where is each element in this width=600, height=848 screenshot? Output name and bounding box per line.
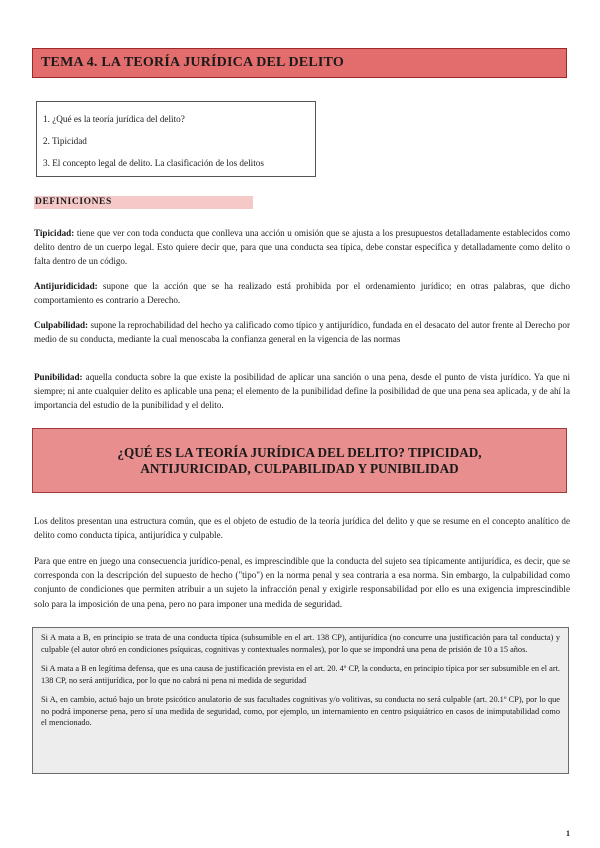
definition-paragraph [34,318,570,346]
definition-term: Punibilidad: [34,372,83,382]
definition-paragraph [34,226,570,269]
chapter-title: TEMA 4. LA TEORÍA JURÍDICA DEL DELITO [32,48,567,78]
page-number: 1 [566,829,570,838]
definition-term: Antijuridicidad: [34,281,98,291]
body-paragraph: Para que entre en juego una consecuencia jurídico-penal, es imprescindible que la conducta del sujeto sea típicamente antijurídica, es decir, que se corresponda con la descripción del supuesto de hecho ("tipo") en la norma penal y sea contraria a esa norma. Sin embargo, la culpabilidad como conjunto de condiciones que permiten atribuir a un sujeto la infracción penal y exigirle responsabilidad por ello es una exigencia imprescindible solo para la imposición de una pena, pero no para imponer una medida de seguridad. [34,556,570,609]
definition-text: tiene que ver con toda conducta que conlleva una acción u omisión que se ajusta a los presupuestos detalladamente establecidos como delito dentro de un cuerpo legal. Esto quiere decir que, para que una conducta sea típica, debe constar específica y detalladamente como delito o falta dentro de un código. [34,228,570,267]
definition-text: supone la reprochabilidad del hecho ya calificado como típico y antijurídico, fundada en el desacato del autor frente al Derecho por medio de su conducta, mediante la cual menoscaba la confianza general en la vigencia de las normas [34,320,570,345]
definition-text: supone que la acción que se ha realizado está prohibida por el ordenamiento jurídico; en otras palabras, que dicho comportamiento es contrario a Derecho. [34,281,570,306]
examples-box [32,627,569,774]
table-of-contents [36,101,316,177]
definition-text: aquella conducta sobre la que existe la posibilidad de aplicar una sanción o una pena, desde el punto de vista jurídico. Ya que ni siempre; ni ante cualquier delito es aplicable una pena; el elemento de la punibilidad define la posibilidad de que una pena sea aplicada, y de ahí la importancia del estudio de la punibilidad y el delito. [34,372,570,411]
section-title: ¿QUÉ ES LA TEORÍA JURÍDICA DEL DELITO? TIPICIDAD, ANTIJURICIDAD, CULPABILIDAD Y PUNIBILIDAD [32,428,567,493]
definition-term: Tipicidad: [34,228,75,238]
example-paragraph: Si A mata a B, en principio se trata de una conducta típica (subsumible en el art. 138 CP), antijurídica (no concurre una justificación para tal conducta) y culpable (el autor obró en condiciones psíquicas, cognitivas y contextuales normales), por lo que se impondrá una pena de prisión de 10 a 15 años. [41,633,560,654]
definition-paragraph [34,370,570,413]
definition-paragraph [34,279,570,307]
definitions-heading: DEFINICIONES [34,196,253,209]
toc-item: 1. ¿Qué es la teoría jurídica del delito? [43,114,185,124]
example-paragraph: Si A, en cambio, actuó bajo un brote psicótico anulatorio de sus facultades cognitivas y/o volitivas, su conducta no será culpable (art. 20.1º CP), por lo que no podrá imponerse pena, pero sí una medida de seguridad, como, por ejemplo, un internamiento en centro psiquiátrico en casos de inimputabilidad como el mencionado. [41,695,560,727]
example-paragraph: Si A mata a B en legítima defensa, que es una causa de justificación prevista en el art. 20. 4º CP, la conducta, en principio típica por ser subsumible en el art. 138 CP, no será antijurídica, por lo que no cabrá ni pena ni medida de seguridad [41,664,560,685]
definition-term: Culpabilidad: [34,320,89,330]
toc-item: 3. El concepto legal de delito. La clasificación de los delitos [43,158,264,168]
body-paragraph: Los delitos presentan una estructura común, que es el objeto de estudio de la teoría jurídica del delito y que se resume en el concepto analítico de delito como conducta típica, antijurídica y culpable. [34,516,570,541]
toc-item: 2. Tipicidad [43,136,87,146]
